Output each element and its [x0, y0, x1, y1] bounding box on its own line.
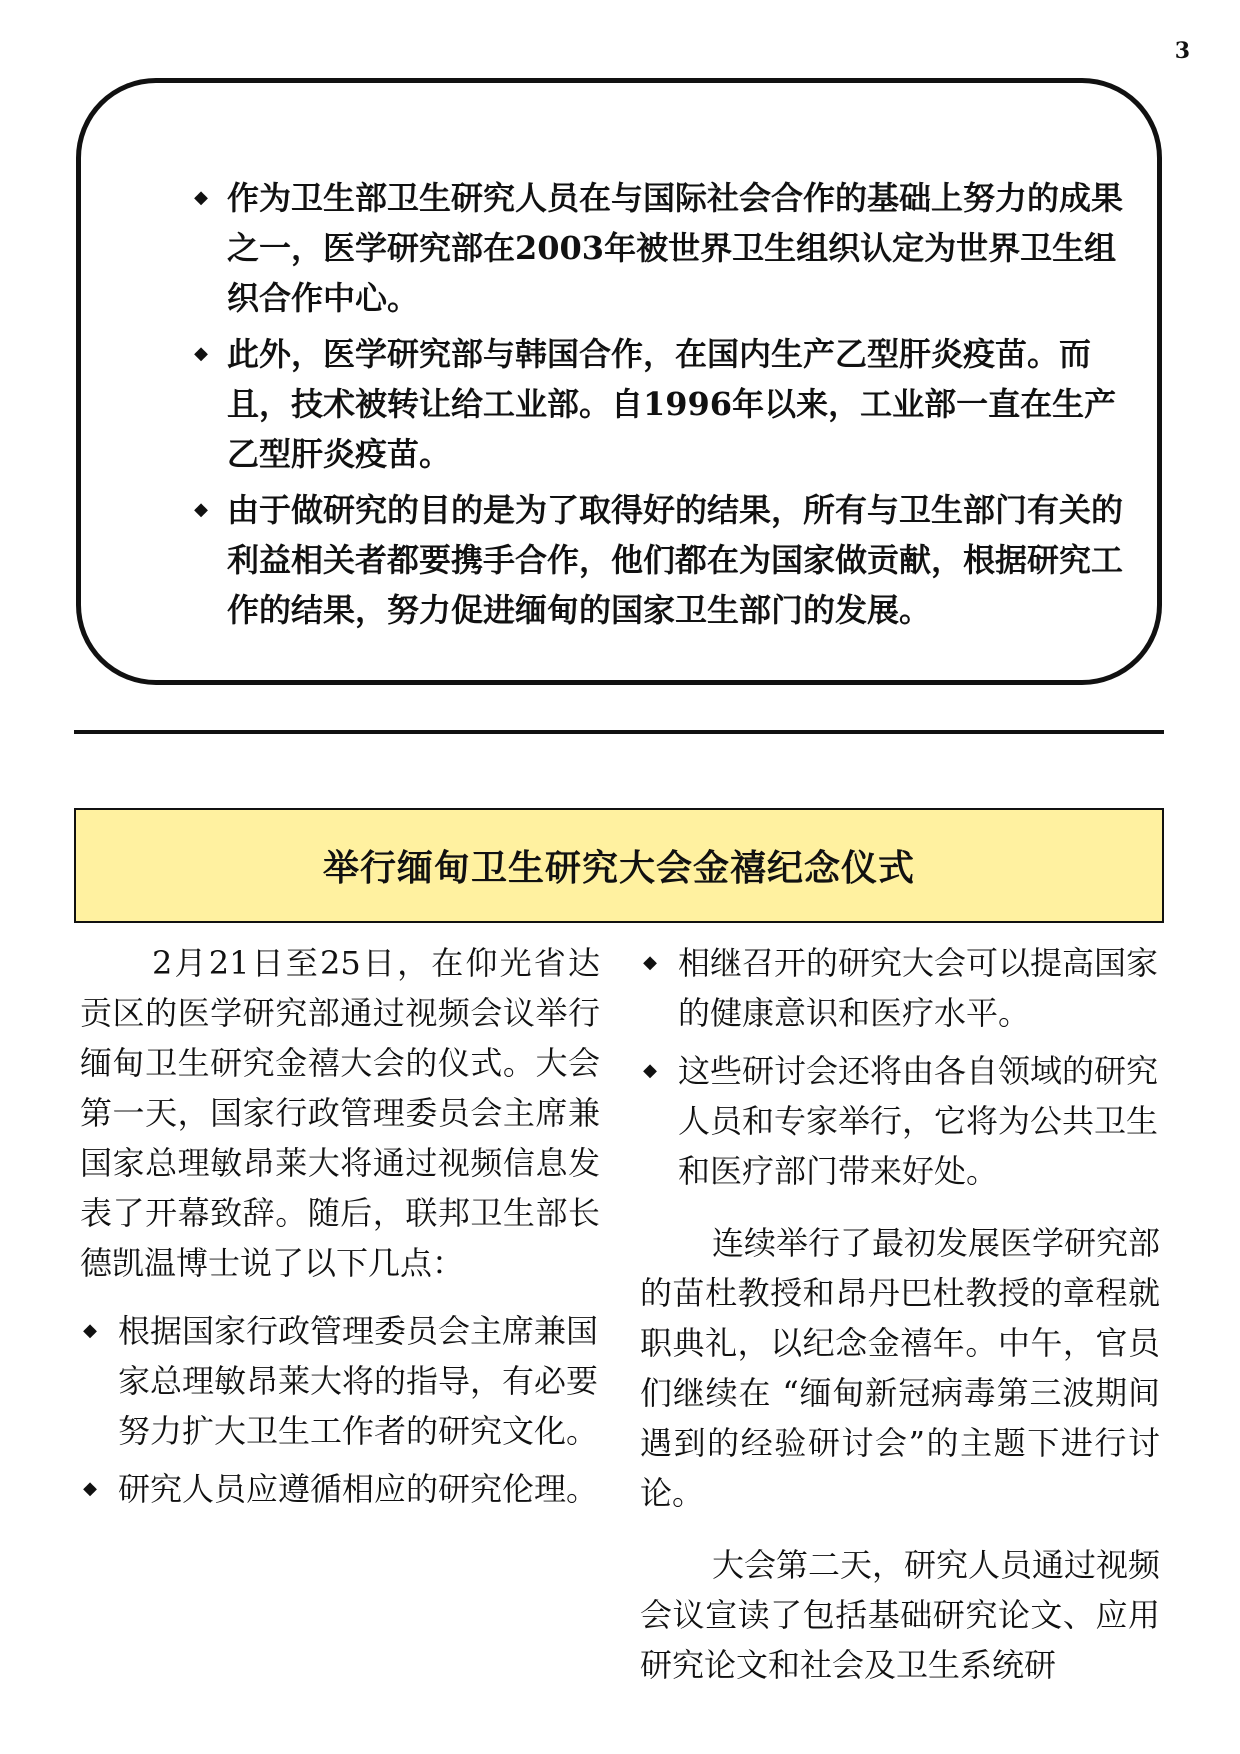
callout-item — [111, 485, 1141, 635]
diamond-bullet-icon: ◆ — [83, 1478, 97, 1499]
diamond-bullet-icon: ◆ — [194, 343, 208, 364]
diamond-bullet-icon: ◆ — [194, 187, 208, 208]
list-item-text: 根据国家行政管理委员会主席兼国家总理敏昂莱大将的指导，有必要努力扩大卫生工作者的研究文化。 — [118, 1312, 599, 1450]
callout-item-text: 由于做研究的目的是为了取得好的结果，所有与卫生部门有关的利益相关者都要携手合作，他们都在为国家做贡献，根据研究工作的结果，努力促进缅甸的国家卫生部门的发展。 — [227, 491, 1124, 629]
diamond-bullet-icon: ◆ — [643, 952, 657, 973]
callout-item — [111, 173, 1141, 323]
callout-item-text: 此外，医学研究部与韩国合作，在国内生产乙型肝炎疫苗。而且，技术被转让给工业部。自1996年以来，工业部一直在生产乙型肝炎疫苗。 — [227, 335, 1117, 473]
article-right-column — [640, 938, 1160, 1690]
page-number: 3 — [1174, 38, 1190, 64]
article-title: 举行缅甸卫生研究大会金禧纪念仪式 — [322, 847, 915, 889]
list-item — [640, 938, 1160, 1038]
article-title-banner — [74, 808, 1164, 923]
article-left-column — [80, 938, 600, 1522]
callout-item — [111, 329, 1141, 479]
list-item-text: 研究人员应遵循相应的研究伦理。 — [118, 1470, 599, 1508]
diamond-bullet-icon: ◆ — [194, 499, 208, 520]
minister-points-list — [80, 1306, 600, 1514]
callout-list — [111, 173, 1141, 641]
diamond-bullet-icon: ◆ — [643, 1060, 657, 1081]
article-paragraph: 大会第二天，研究人员通过视频会议宣读了包括基础研究论文、应用研究论文和社会及卫生系统研 — [640, 1546, 1161, 1684]
list-item — [80, 1306, 600, 1456]
callout-box — [76, 78, 1162, 685]
list-item-text: 这些研讨会还将由各自领域的研究人员和专家举行，它将为公共卫生和医疗部门带来好处。 — [678, 1052, 1159, 1190]
section-divider — [74, 730, 1164, 734]
list-item — [640, 1046, 1160, 1196]
minister-points-list-continued — [640, 938, 1160, 1196]
diamond-bullet-icon: ◆ — [83, 1320, 97, 1341]
list-item — [80, 1464, 600, 1514]
article-intro-paragraph: 2月21日至25日，在仰光省达贡区的医学研究部通过视频会议举行缅甸卫生研究金禧大会的仪式。大会第一天，国家行政管理委员会主席兼国家总理敏昂莱大将通过视频信息发表了开幕致辞。随后，联邦卫生部长德凯温博士说了以下几点： — [80, 944, 600, 1282]
callout-item-text: 作为卫生部卫生研究人员在与国际社会合作的基础上努力的成果之一，医学研究部在2003年被世界卫生组织认定为世界卫生组织合作中心。 — [227, 179, 1124, 317]
list-item-text: 相继召开的研究大会可以提高国家的健康意识和医疗水平。 — [678, 944, 1159, 1032]
article-paragraph: 连续举行了最初发展医学研究部的苗杜教授和昂丹巴杜教授的章程就职典礼，以纪念金禧年。中午，官员们继续在 “缅甸新冠病毒第三波期间遇到的经验研讨会”的主题下进行讨论。 — [640, 1224, 1161, 1512]
